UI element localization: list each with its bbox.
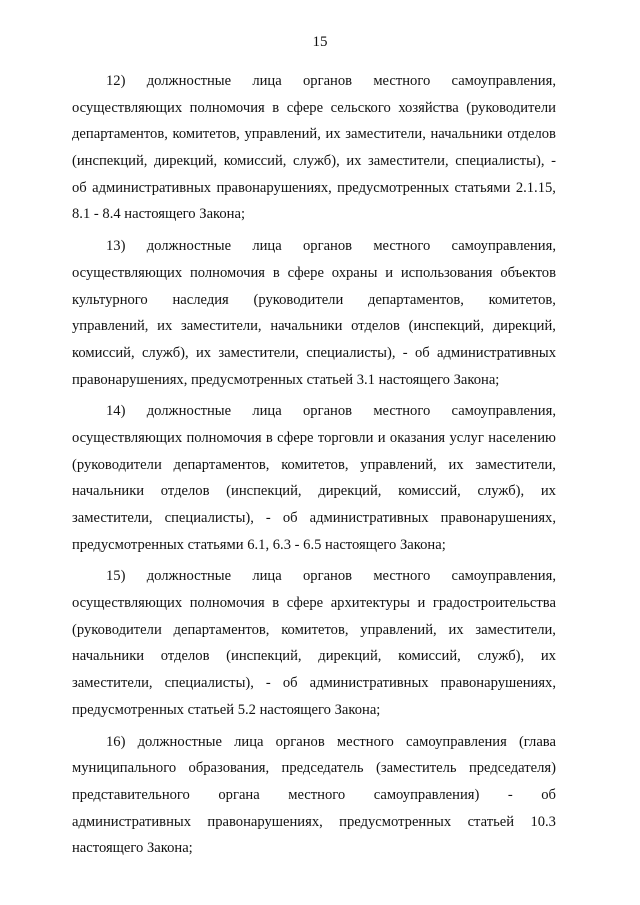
- word: их: [346, 153, 362, 170]
- word: комитетов,: [281, 456, 349, 473]
- word: предусмотренных: [337, 179, 450, 196]
- word: об: [282, 510, 298, 526]
- word: должностные: [137, 733, 222, 750]
- word: полномочия: [189, 99, 265, 116]
- text-line: [72, 287, 556, 314]
- list-item-16: [72, 729, 556, 862]
- word: начальники: [72, 648, 145, 665]
- text-line: [72, 175, 556, 202]
- word: (руководители: [72, 456, 162, 473]
- list-item-15: [72, 563, 556, 723]
- text-line: [72, 260, 556, 287]
- word: служб),: [141, 344, 189, 361]
- word: дирекций,: [154, 153, 218, 170]
- text-line: [72, 398, 556, 425]
- text-line: [72, 755, 556, 782]
- word: -: [402, 344, 408, 361]
- word: культурного: [72, 291, 148, 308]
- word: заместители,: [218, 344, 299, 361]
- word: лица: [252, 73, 282, 89]
- word: муниципального: [72, 760, 177, 777]
- word: административных: [437, 344, 556, 361]
- text-line: [72, 233, 556, 260]
- word: должностные: [146, 73, 232, 89]
- word: должностные: [146, 403, 232, 420]
- document-body: [72, 68, 556, 867]
- word: заместители,: [345, 126, 426, 143]
- word: градостроительства: [432, 595, 556, 612]
- word: осуществляющих: [72, 264, 183, 281]
- word: 14): [106, 403, 126, 420]
- word: комиссий,: [72, 344, 135, 361]
- word: (инспекций,: [226, 483, 302, 500]
- word: осуществляющих: [72, 595, 183, 612]
- word: лица: [252, 403, 282, 420]
- word: лица: [234, 733, 264, 750]
- word: управлений,: [72, 318, 149, 335]
- word: председателя): [468, 760, 556, 777]
- word: полномочия: [186, 429, 262, 446]
- word: их: [448, 621, 464, 638]
- word: дирекций,: [318, 648, 382, 665]
- word: и: [385, 264, 394, 281]
- text-line: [72, 148, 556, 175]
- word: правонарушениях,: [216, 179, 332, 196]
- word: хозяйства: [398, 99, 459, 116]
- text-line: предусмотренных статьей 5.2 настоящего Закона;: [72, 701, 381, 718]
- word: административных: [309, 510, 429, 526]
- text-line: 8.1 - 8.4 настоящего Закона;: [72, 206, 246, 223]
- word: административных: [72, 813, 191, 830]
- word: и: [417, 595, 426, 612]
- list-item-13: [72, 233, 556, 393]
- word: лица: [252, 568, 282, 585]
- word: отделов: [160, 483, 210, 500]
- word: (глава: [518, 733, 556, 750]
- word: об: [282, 675, 298, 692]
- word: начальники: [270, 318, 343, 335]
- word: 2.1.15,: [515, 179, 556, 196]
- word: заместители,: [368, 153, 449, 170]
- word: органов: [302, 238, 353, 255]
- word: 16): [106, 733, 126, 750]
- word: органов: [275, 733, 325, 750]
- word: правонарушениях,: [440, 510, 556, 526]
- word: управлений,: [244, 126, 321, 143]
- word: самоуправления,: [451, 238, 556, 255]
- word: образования,: [188, 760, 270, 777]
- word: охраны: [331, 264, 378, 281]
- word: их: [540, 483, 556, 500]
- word: служб),: [477, 483, 525, 500]
- word: (инспекций,: [72, 153, 148, 170]
- word: органов: [302, 403, 353, 420]
- word: сельского: [330, 99, 391, 116]
- word: отделов: [160, 648, 210, 665]
- word: специалисты),: [455, 153, 545, 170]
- word: об: [72, 179, 87, 196]
- word: заместители,: [475, 621, 556, 638]
- word: статьями: [454, 179, 511, 196]
- text-line: [72, 809, 556, 836]
- word: в: [272, 264, 280, 281]
- word: начальники: [430, 126, 503, 143]
- word: в: [272, 595, 280, 612]
- word: начальники: [72, 483, 145, 500]
- word: сфере: [287, 264, 324, 281]
- word: комиссий,: [398, 648, 461, 665]
- word: департаментов,: [72, 126, 168, 143]
- word: органа: [218, 786, 260, 803]
- page-number: 15: [312, 34, 328, 50]
- text-line: [72, 617, 556, 644]
- word: об: [541, 786, 556, 803]
- word: сфере: [286, 99, 324, 116]
- word: населению: [488, 429, 556, 446]
- word: (руководители: [466, 99, 556, 116]
- word: их: [157, 318, 173, 335]
- text-line: [72, 425, 556, 452]
- word: органов: [302, 73, 353, 89]
- text-line: [72, 590, 556, 617]
- text-line: [72, 782, 556, 809]
- word: специалисты),: [164, 675, 254, 692]
- word: служб),: [477, 648, 525, 665]
- text-line: [72, 452, 556, 479]
- word: объектов: [500, 264, 556, 281]
- word: лица: [252, 238, 282, 255]
- word: местного: [336, 733, 394, 750]
- word: служб),: [293, 153, 340, 170]
- text-line: [72, 68, 556, 95]
- word: комитетов,: [281, 621, 349, 638]
- word: комиссий,: [398, 483, 461, 500]
- word: местного: [373, 403, 431, 420]
- word: и: [377, 429, 386, 446]
- word: самоуправления): [373, 786, 480, 803]
- word: специалисты),: [164, 510, 254, 526]
- word: (инспекций,: [226, 648, 302, 665]
- word: 12): [106, 73, 126, 89]
- word: управлений,: [360, 456, 437, 473]
- word: департаментов,: [368, 291, 464, 308]
- text-line: [72, 121, 556, 148]
- word: комитетов,: [488, 291, 556, 308]
- word: (руководители: [253, 291, 344, 308]
- text-line: [72, 643, 556, 670]
- word: местного: [373, 238, 431, 255]
- word: услуг: [449, 429, 484, 446]
- word: заместители,: [72, 510, 153, 526]
- word: самоуправления,: [451, 73, 556, 89]
- word: самоуправления,: [451, 568, 556, 585]
- word: местного: [373, 568, 431, 585]
- word: в: [265, 429, 273, 446]
- word: административных: [92, 179, 212, 196]
- word: 15): [106, 568, 126, 585]
- text-line: [72, 670, 556, 697]
- word: осуществляющих: [72, 429, 183, 446]
- word: департаментов,: [173, 456, 270, 473]
- text-line: [72, 478, 556, 505]
- text-line: [72, 563, 556, 590]
- word: председатель: [281, 760, 364, 777]
- word: сфере: [286, 595, 324, 612]
- text-line: настоящего Закона;: [72, 840, 193, 857]
- word: -: [551, 153, 556, 170]
- text-line: [72, 313, 556, 340]
- text-line: [72, 505, 556, 532]
- word: управлений,: [360, 621, 437, 638]
- word: правонарушениях,: [207, 813, 323, 830]
- word: заместители,: [475, 456, 556, 473]
- word: должностные: [146, 238, 232, 255]
- word: наследия: [172, 291, 229, 308]
- word: дирекций,: [318, 483, 382, 500]
- word: полномочия: [189, 264, 265, 281]
- word: (заместитель: [375, 760, 457, 777]
- word: их: [540, 648, 556, 665]
- word: их: [448, 456, 464, 473]
- word: об: [414, 344, 430, 361]
- word: отделов: [351, 318, 400, 335]
- word: сфере: [277, 429, 314, 446]
- word: заместители,: [72, 675, 153, 692]
- word: самоуправления,: [451, 403, 556, 420]
- text-line: [72, 340, 556, 367]
- word: заместители,: [181, 318, 262, 335]
- word: должностные: [146, 568, 232, 585]
- word: -: [507, 786, 513, 803]
- word: в: [272, 99, 280, 116]
- word: оказания: [389, 429, 446, 446]
- word: самоуправления: [406, 733, 507, 750]
- word: комитетов,: [172, 126, 240, 143]
- word: (инспекций,: [408, 318, 484, 335]
- word: их: [325, 126, 341, 143]
- word: предусмотренных: [339, 813, 452, 830]
- word: департаментов,: [173, 621, 270, 638]
- word: их: [195, 344, 212, 361]
- word: специалисты),: [306, 344, 396, 361]
- word: осуществляющих: [72, 99, 183, 116]
- word: местного: [373, 73, 431, 89]
- word: представительного: [72, 786, 190, 803]
- word: административных: [309, 675, 429, 692]
- word: правонарушениях,: [440, 675, 556, 692]
- word: (руководители: [72, 621, 162, 638]
- word: 13): [106, 238, 126, 255]
- word: полномочия: [189, 595, 265, 612]
- word: комиссий,: [223, 153, 287, 170]
- word: торговли: [317, 429, 374, 446]
- list-item-12: [72, 68, 556, 228]
- word: -: [265, 675, 271, 692]
- text-line: предусмотренных статьями 6.1, 6.3 - 6.5 настоящего Закона;: [72, 536, 446, 553]
- text-line: [72, 95, 556, 122]
- text-line: [72, 729, 556, 756]
- word: использования: [400, 264, 493, 281]
- word: архитектуры: [330, 595, 410, 612]
- text-line: правонарушениях, предусмотренных статьей 3.1 настоящего Закона;: [72, 371, 500, 388]
- word: дирекций,: [492, 318, 556, 335]
- word: отделов: [507, 126, 556, 143]
- word: органов: [302, 568, 353, 585]
- word: статьей: [467, 813, 515, 830]
- list-item-14: [72, 398, 556, 558]
- word: -: [265, 510, 271, 526]
- word: местного: [288, 786, 346, 803]
- word: 10.3: [530, 813, 556, 830]
